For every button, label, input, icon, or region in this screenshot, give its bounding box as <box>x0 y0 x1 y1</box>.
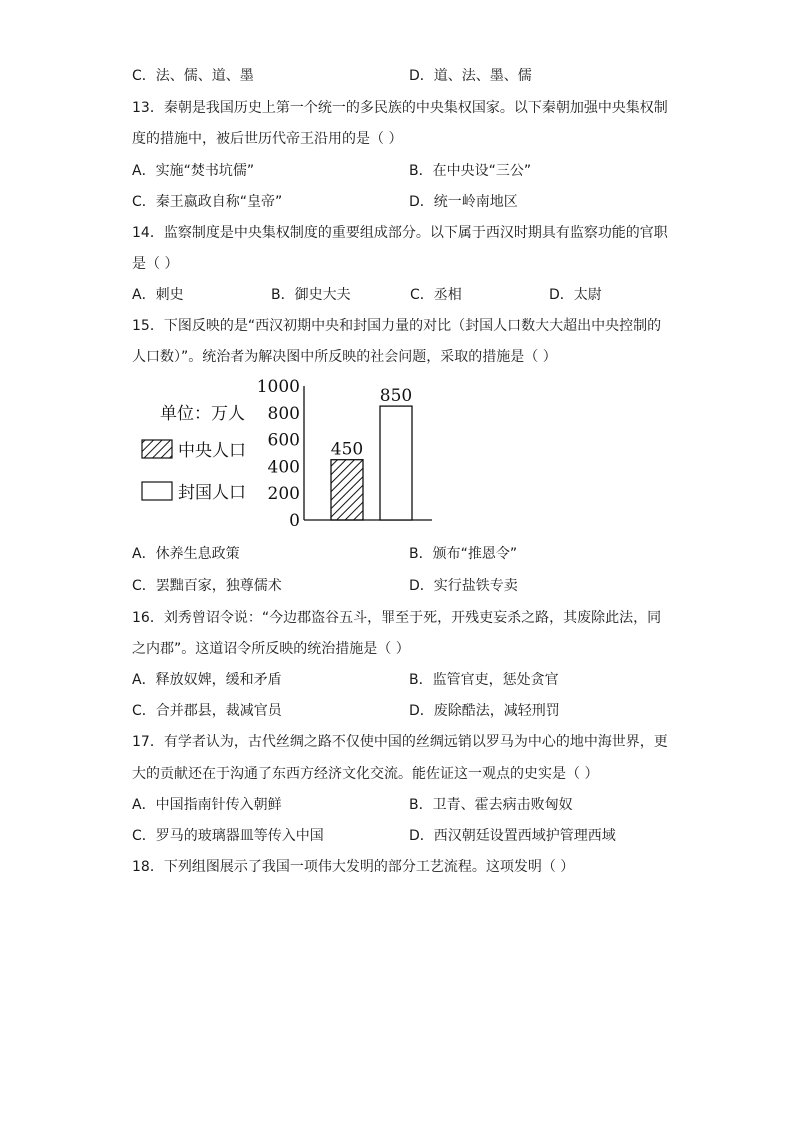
chart-unit-label: 单位：万人 <box>160 404 245 424</box>
q18-stem-line1: 18．下列组图展示了我国一项伟大发明的部分工艺流程。这项发明（ ） <box>132 859 575 875</box>
q17-option-c: C．罗马的玻璃器皿等传入中国 <box>132 828 324 844</box>
q14-stem-line2: 是（ ） <box>132 256 179 272</box>
bar-data-label: 450 <box>330 439 364 460</box>
q17-stem-line1: 17．有学者认为，古代丝绸之路不仅使中国的丝绸远销以罗马为中心的地中海世界，更 <box>132 734 668 750</box>
population-bar-chart <box>132 376 442 531</box>
q16-option-b: B．监管官吏，惩处贪官 <box>409 672 559 688</box>
bar-fiefdom-population <box>380 406 412 520</box>
bar-central-population <box>331 460 363 520</box>
q15-stem-line2: 人口数）”。统治者为解决图中所反映的社会问题，采取的措施是（ ） <box>132 349 557 365</box>
q14-option-d: D．太尉 <box>549 287 602 303</box>
q13-option-c: C．秦王嬴政自称“皇帝” <box>132 194 283 210</box>
y-tick-label: 0 <box>289 511 300 531</box>
legend-label-central: 中央人口 <box>178 441 246 461</box>
y-tick-label: 600 <box>267 430 300 451</box>
q15-option-d: D．实行盐铁专卖 <box>409 578 518 594</box>
y-tick-label: 400 <box>267 457 300 478</box>
q13-option-a: A．实施“焚书坑儒” <box>132 163 255 179</box>
q13-stem-line2: 度的措施中，被后世历代帝王沿用的是（ ） <box>132 131 403 147</box>
q16-option-a: A．释放奴婢，缓和矛盾 <box>132 672 282 688</box>
q14-option-a: A．刺史 <box>132 287 184 303</box>
q14-stem-line1: 14．监察制度是中央集权制度的重要组成部分。以下属于西汉时期具有监察功能的官职 <box>132 225 668 241</box>
legend-swatch-central <box>142 440 172 458</box>
q15-option-b: B．颁布“推恩令” <box>409 546 518 562</box>
q16-option-d: D．废除酷法，减轻刑罚 <box>409 703 560 719</box>
q17-stem-line2: 大的贡献还在于沟通了东西方经济文化交流。能佐证这一观点的史实是（ ） <box>132 766 599 782</box>
q16-stem-line2: 之内郡”。这道诏令所反映的统治措施是（ ） <box>132 641 410 657</box>
y-tick-label: 1000 <box>256 377 300 397</box>
q13-option-d: D．统一岭南地区 <box>409 194 518 210</box>
q16-stem-line1: 16．刘秀曾诏令说：“今边郡盗谷五斗，罪至于死，开残吏妄杀之路，其废除此法，同 <box>132 610 662 626</box>
legend-label-fiefdom: 封国人口 <box>178 483 246 503</box>
q14-option-c: C．丞相 <box>410 287 462 303</box>
q14-option-b: B．御史大夫 <box>271 287 351 303</box>
q17-option-d: D．西汉朝廷设置西域护管理西域 <box>409 828 616 844</box>
q17-option-a: A．中国指南针传入朝鲜 <box>132 797 282 813</box>
q12-option-c: C．法、儒、道、墨 <box>132 68 254 84</box>
y-tick-label: 800 <box>267 403 300 424</box>
q15-stem-line1: 15．下图反映的是“西汉初期中央和封国力量的对比（封国人口数大大超出中央控制的 <box>132 318 662 334</box>
y-tick-label: 200 <box>267 484 300 505</box>
q16-option-c: C．合并郡县，裁减官员 <box>132 703 282 719</box>
q13-stem-line1: 13．秦朝是我国历史上第一个统一的多民族的中央集权国家。以下秦朝加强中央集权制 <box>132 100 668 116</box>
q12-option-d: D．道、法、墨、儒 <box>409 68 532 84</box>
bar-data-label: 850 <box>379 386 413 407</box>
q13-option-b: B．在中央设“三公” <box>409 163 532 179</box>
q17-option-b: B．卫青、霍去病击败匈奴 <box>409 797 573 813</box>
q15-option-a: A．休养生息政策 <box>132 546 240 562</box>
q15-option-c: C．罢黜百家，独尊儒术 <box>132 578 282 594</box>
legend-swatch-fiefdom <box>142 482 172 500</box>
